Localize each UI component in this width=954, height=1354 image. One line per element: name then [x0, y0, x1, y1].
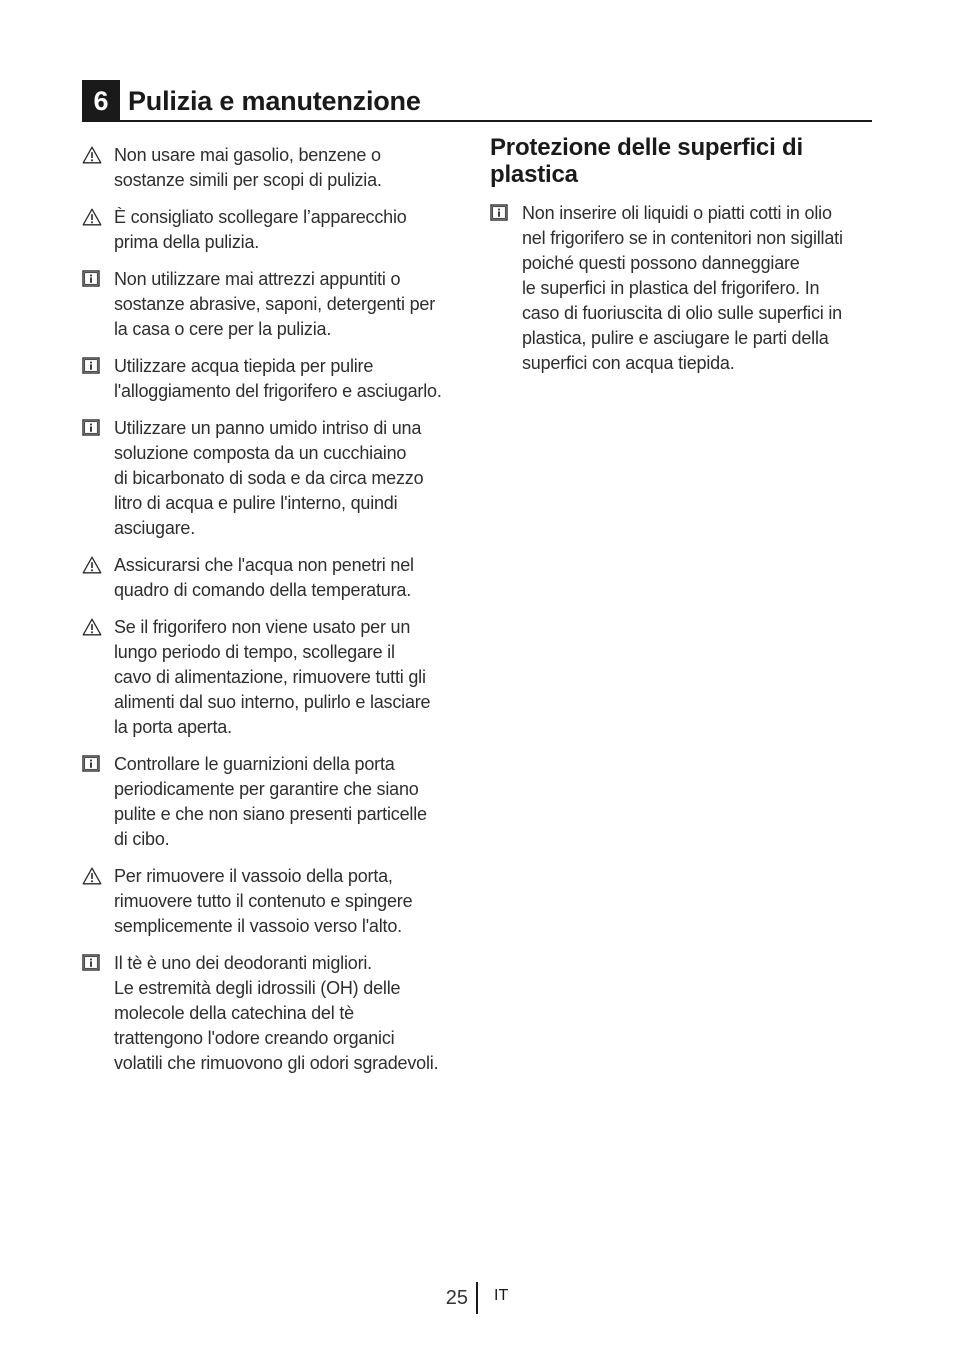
- text-line: caso di fuoriuscita di olio sulle superfici in: [522, 303, 842, 323]
- text-line: Se il frigorifero non viene usato per un: [114, 617, 411, 637]
- text-line: di bicarbonato di soda e da circa mezzo: [114, 468, 424, 488]
- left-column: [82, 143, 472, 1088]
- list-item: [82, 205, 472, 255]
- item-text: [114, 615, 430, 740]
- language-code: IT: [494, 1287, 509, 1304]
- info-icon: [82, 416, 114, 436]
- warning-triangle-icon: [82, 143, 114, 164]
- text-line: Non inserire oli liquidi o piatti cotti in olio: [522, 203, 832, 223]
- warning-triangle-icon: [82, 553, 114, 574]
- item-text: [114, 752, 427, 852]
- text-line: le superfici in plastica del frigorifero. In: [522, 278, 820, 298]
- text-line: lungo periodo di tempo, scollegare il: [114, 642, 395, 662]
- text-line: plastica, pulire e asciugare le parti della: [522, 328, 829, 348]
- page-number: 25: [445, 1287, 468, 1309]
- text-line: litro di acqua e pulire l'interno, quindi: [114, 493, 398, 513]
- text-line: quadro di comando della temperatura.: [114, 580, 411, 600]
- list-item: [82, 553, 472, 603]
- info-icon: [82, 267, 114, 287]
- text-line: cavo di alimentazione, rimuovere tutti gli: [114, 667, 426, 687]
- list-item: [82, 267, 472, 342]
- item-text: [114, 267, 435, 342]
- text-line: È consigliato scollegare l’apparecchio: [114, 207, 407, 227]
- text-line: Il tè è uno dei deodoranti migliori.: [114, 953, 372, 973]
- page-footer: [0, 1282, 954, 1314]
- item-text: [114, 143, 382, 193]
- right-column: [490, 134, 870, 388]
- text-line: poiché questi possono danneggiare: [522, 253, 800, 273]
- text-line: Le estremità degli idrossili (OH) delle: [114, 978, 401, 998]
- chapter-number: 6: [82, 80, 120, 122]
- item-text: [114, 864, 412, 939]
- text-line: la porta aperta.: [114, 717, 232, 737]
- item-text: [114, 354, 442, 404]
- text-line: Controllare le guarnizioni della porta: [114, 754, 395, 774]
- list-item: [82, 752, 472, 852]
- text-line: semplicemente il vassoio verso l'alto.: [114, 916, 402, 936]
- text-line: prima della pulizia.: [114, 232, 260, 252]
- item-text: [114, 416, 423, 541]
- text-line: Utilizzare un panno umido intriso di una: [114, 418, 422, 438]
- chapter-header: [82, 80, 872, 122]
- text-line: Assicurarsi che l'acqua non penetri nel: [114, 555, 414, 575]
- text-line: superfici con acqua tiepida.: [522, 353, 735, 373]
- info-icon: [82, 951, 114, 971]
- text-line: alimenti dal suo interno, pulirlo e lasciare: [114, 692, 431, 712]
- text-line: Utilizzare acqua tiepida per pulire: [114, 356, 374, 376]
- list-item: [82, 615, 472, 740]
- footer-divider: [476, 1282, 478, 1314]
- list-item: [490, 201, 870, 376]
- text-line: di cibo.: [114, 829, 170, 849]
- text-line: sostanze simili per scopi di pulizia.: [114, 170, 382, 190]
- heading-line: plastica: [490, 161, 578, 188]
- text-line: pulite e che non siano presenti particelle: [114, 804, 427, 824]
- text-line: sostanze abrasive, saponi, detergenti per: [114, 294, 436, 314]
- info-icon: [82, 752, 114, 772]
- text-line: la casa o cere per la pulizia.: [114, 319, 332, 339]
- text-line: l'alloggiamento del frigorifero e asciugarlo.: [114, 381, 442, 401]
- text-line: asciugare.: [114, 518, 196, 538]
- text-line: rimuovere tutto il contenuto e spingere: [114, 891, 413, 911]
- warning-triangle-icon: [82, 864, 114, 885]
- text-line: periodicamente per garantire che siano: [114, 779, 419, 799]
- warning-triangle-icon: [82, 615, 114, 636]
- section-heading: [490, 134, 870, 188]
- info-icon: [82, 354, 114, 374]
- list-item: [82, 951, 472, 1076]
- item-text: [114, 951, 438, 1076]
- list-item: [82, 143, 472, 193]
- text-line: soluzione composta da un cucchiaino: [114, 443, 407, 463]
- info-icon: [490, 201, 522, 221]
- text-line: volatili che rimuovono gli odori sgradevoli.: [114, 1053, 439, 1073]
- list-item: [82, 864, 472, 939]
- text-line: molecole della catechina del tè: [114, 1003, 354, 1023]
- item-text: [114, 205, 407, 255]
- list-item: [82, 354, 472, 404]
- text-line: trattengono l'odore creando organici: [114, 1028, 395, 1048]
- item-text: [522, 201, 843, 376]
- text-line: Non usare mai gasolio, benzene o: [114, 145, 381, 165]
- chapter-title: Pulizia e manutenzione: [128, 86, 421, 116]
- text-line: Non utilizzare mai attrezzi appuntiti o: [114, 269, 401, 289]
- heading-line: Protezione delle superfici di: [490, 134, 803, 161]
- right-items: [490, 201, 870, 376]
- list-item: [82, 416, 472, 541]
- warning-triangle-icon: [82, 205, 114, 226]
- item-text: [114, 553, 414, 603]
- text-line: nel frigorifero se in contenitori non sigillati: [522, 228, 843, 248]
- text-line: Per rimuovere il vassoio della porta,: [114, 866, 393, 886]
